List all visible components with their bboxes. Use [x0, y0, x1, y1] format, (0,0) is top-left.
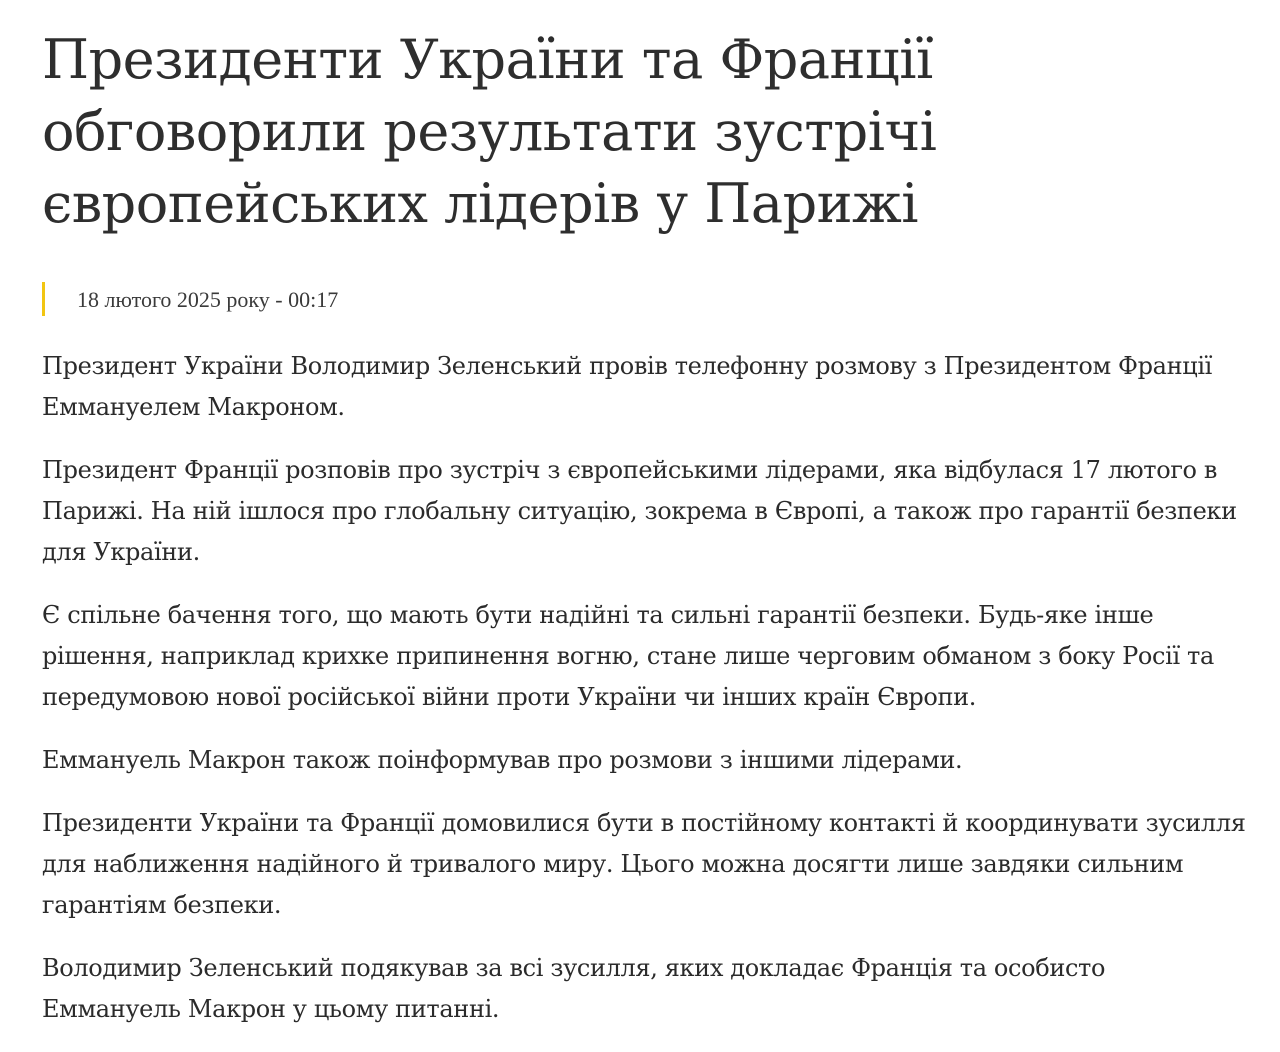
paragraph-5: Президенти України та Франції домовилися бути в постійному контакті й координувати зусилля для наближення надійного й тривалого миру. Цього можна досягти лише завдяки сильним гарантіям безпеки.: [42, 809, 1246, 919]
paragraph-6: Володимир Зеленський подякував за всі зусилля, яких докладає Франція та особисто Еммануель Макрон у цьому питанні.: [42, 954, 1106, 1023]
paragraph-1: Президент України Володимир Зеленський провів телефонну розмову з Президентом Франції Еммануелем Макроном.: [42, 352, 1212, 421]
paragraph-2: Президент Франції розповів про зустріч з європейськими лідерами, яка відбулася 17 лютого в Парижі. На ній ішлося про глобальну ситуацію, зокрема в Європі, а також про гарантії безпеки для України.: [42, 456, 1237, 566]
paragraph-3: Є спільне бачення того, що мають бути надійні та сильні гарантії безпеки. Будь-яке інше рішення, наприклад крихке припинення вогню, стане лише черговим обманом з боку Росії та передумовою нової російської війни проти України чи інших країн Європи.: [42, 601, 1214, 711]
article-body: [42, 346, 1247, 1030]
article: [42, 24, 1247, 1052]
date-accent-bar: [42, 282, 45, 316]
date-row: [42, 282, 1247, 318]
paragraph-4: Еммануель Макрон також поінформував про розмови з іншими лідерами.: [42, 746, 963, 774]
article-title: Президенти України та Франції обговорили результати зустрічі європейських лідерів у Парижі: [42, 28, 937, 235]
publish-date: 18 лютого 2025 року - 00:17: [77, 287, 339, 312]
